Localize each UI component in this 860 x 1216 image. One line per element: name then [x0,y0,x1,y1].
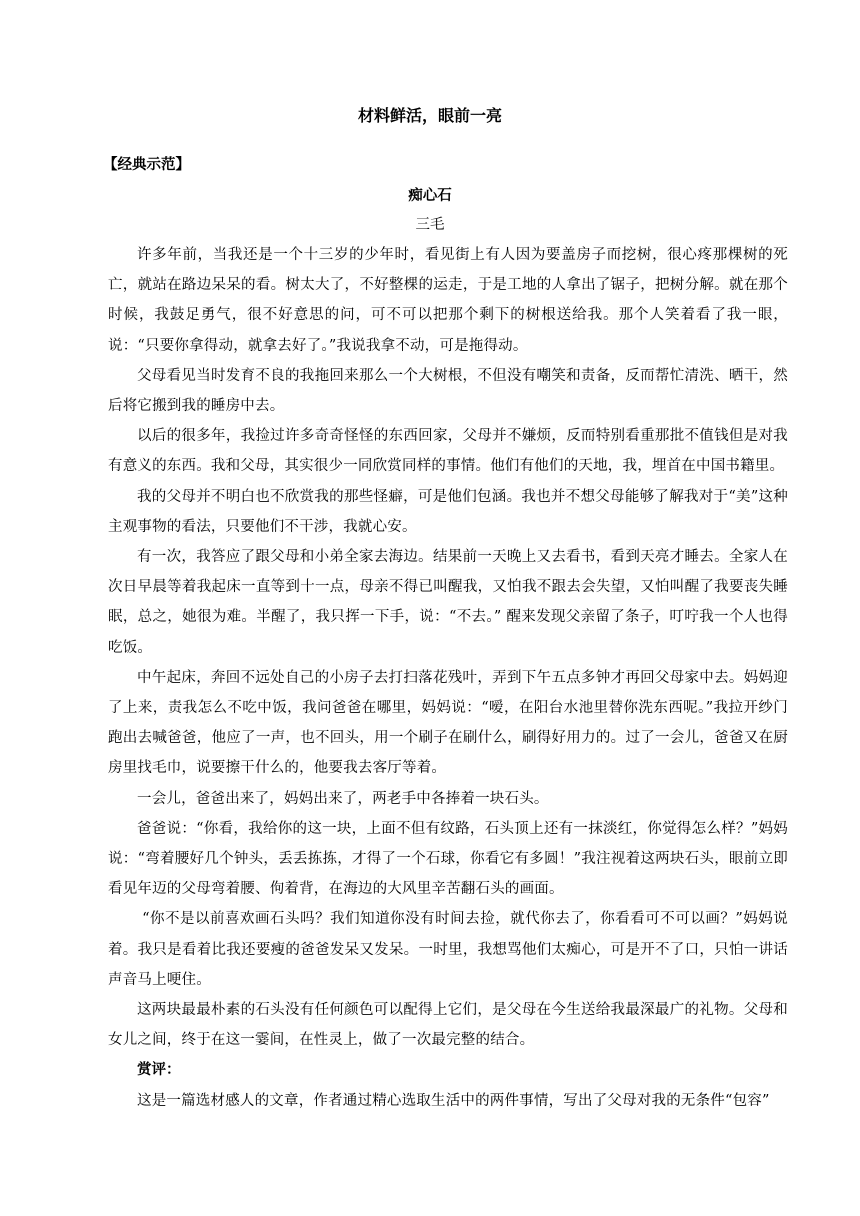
essay-paragraph: “你不是以前喜欢画石头吗？我们知道你没有时间去捡，就代你去了，你看看可不可以画？”妈妈说着。我只是看着比我还要瘦的爸爸发呆又发呆。一时里，我想骂他们太痴心，可是开不了口，只怕一讲话声音马上哽住。 [108,911,788,988]
essay-paragraph: 我的父母并不明白也不欣赏我的那些怪癖，可是他们包涵。我也并不想父母能够了解我对于“美”这种主观事物的看法，只要他们不干涉，我就心安。 [108,488,788,535]
essay-paragraph: 爸爸说：“你看，我给你的这一块，上面不但有纹路，石头顶上还有一抹淡红，你觉得怎么样？”妈妈说：“弯着腰好几个钟头，丢丢拣拣，才得了一个石球，你看它有多圆！”我注视着这两块石头，眼前立即看见年迈的父母弯着腰、佝着背，在海边的大风里辛苦翻石头的画面。 [108,820,788,898]
essay-body [108,240,788,1116]
essay-title: 痴心石 [408,187,452,204]
essay-paragraph: 许多年前，当我还是一个十三岁的少年时，看见街上有人因为要盖房子而挖树，很心疼那棵树的死亡，就站在路边呆呆的看。树太大了，不好整棵的运走，于是工地的人拿出了锯子，把树分解。就在那个时候，我鼓足勇气，很不好意思的问，可不可以把那个剩下的树根送给我。那个人笑着看了我一眼，说：“只要你拿得动，就拿去好了。”我说我拿不动，可是拖得动。 [108,247,788,354]
section-tag: 【经典示范】 [103,156,190,173]
essay-paragraph: 父母看见当时发育不良的我拖回来那么一个大树根，不但没有嘲笑和责备，反而帮忙清洗、晒干，然后将它搬到我的睡房中去。 [108,367,788,415]
essay-paragraph: 这两块最最朴素的石头没有任何颜色可以配得上它们，是父母在今生送给我最深最广的礼物。父母和女儿之间，终于在这一霎间，在性灵上，做了一次最完整的结合。 [108,1002,788,1049]
essay-paragraph: 中午起床，奔回不远处自己的小房子去打扫落花残叶，弄到下午五点多钟才再回父母家中去。妈妈迎了上来，责我怎么不吃中饭，我问爸爸在哪里，妈妈说：“嗳，在阳台水池里替你洗东西呢。”我拉开纱门跑出去喊爸爸，他应了一声，也不回头，用一个刷子在刷什么，刷得好用力的。过了一会儿，爸爸又在厨房里找毛巾，说要擦干什么的，他要我去客厅等着。 [108,669,788,777]
comment-label: 赏评： [137,1061,181,1079]
essay-paragraph: 一会儿，爸爸出来了，妈妈出来了，两老手中各捧着一块石头。 [137,790,549,807]
essay-paragraph: 有一次，我答应了跟父母和小弟全家去海边。结果前一天晚上又去看书，看到天亮才睡去。全家人在次日早晨等着我起床一直等到十一点，母亲不得已叫醒我，又怕我不跟去会失望，又怕叫醒了我要丧失睡眠，总之，她很为难。半醒了，我只挥一下手，说：“不去。” 醒来发现父亲留了条子，叮咛我一个人也得吃饭。 [108,549,788,656]
essay-paragraph: 以后的很多年，我捡过许多奇奇怪怪的东西回家，父母并不嫌烦，反而特别看重那批不值钱但是对我有意义的东西。我和父母，其实很少一同欣赏同样的事情。他们有他们的天地，我，埋首在中国书籍里。 [108,428,788,475]
document-title: 材料鲜活，眼前一亮 [357,106,502,125]
comment-text: 这是一篇选材感人的文章，作者通过精心选取生活中的两件事情，写出了父母对我的无条件“包容” [137,1092,770,1109]
essay-author: 三毛 [415,217,445,233]
